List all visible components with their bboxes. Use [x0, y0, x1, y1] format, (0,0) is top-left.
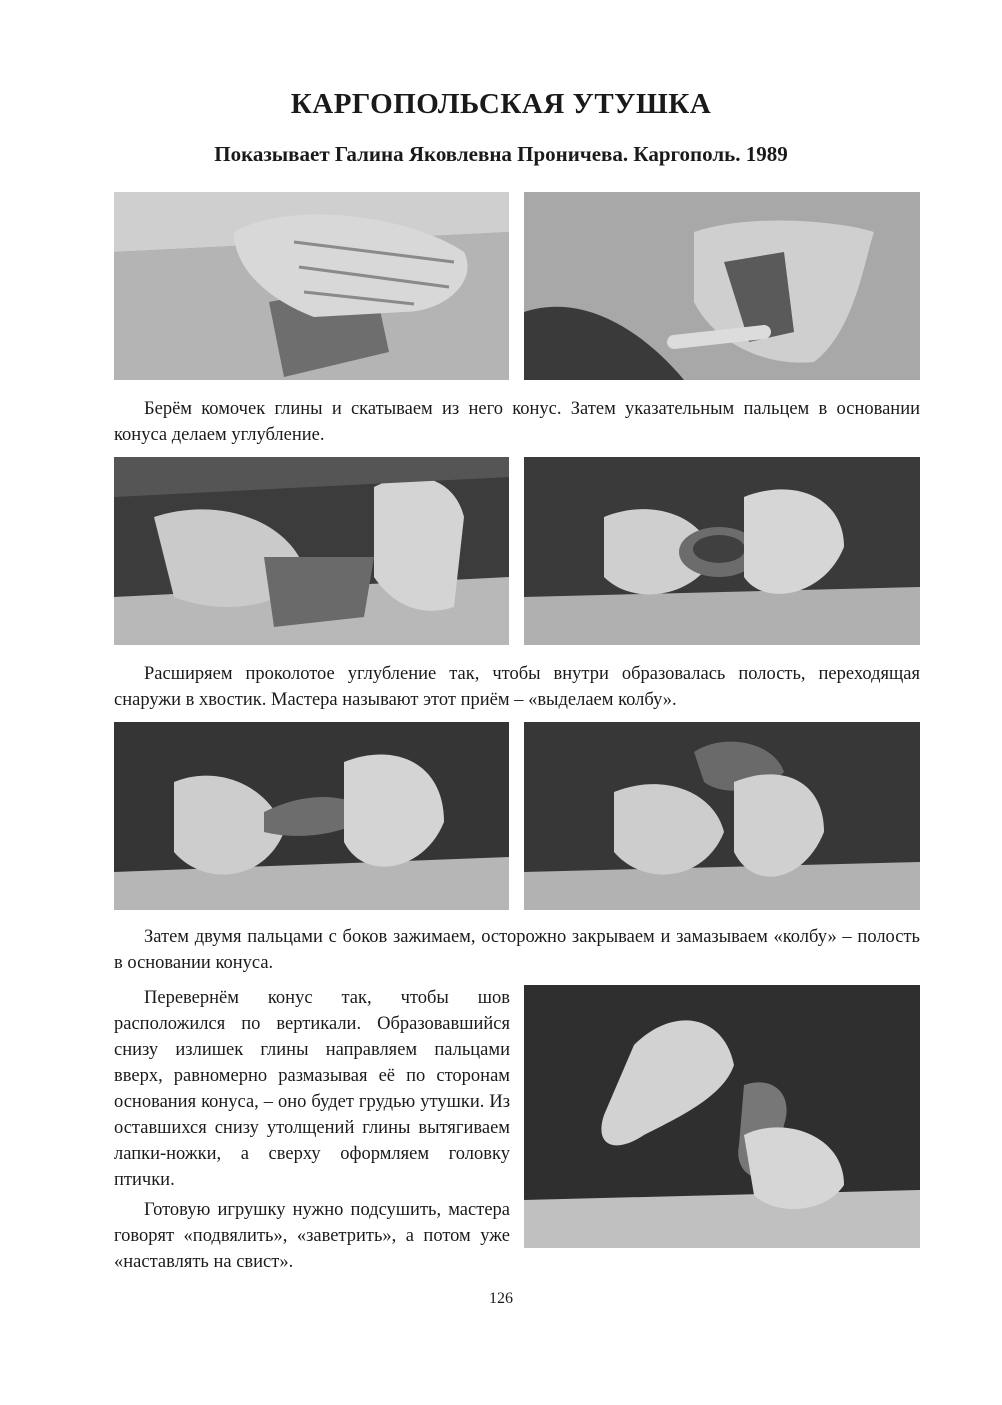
page-number: 126 [489, 1290, 513, 1307]
caption-text: Затем двумя пальцами с боков зажимаем, осторожно закрываем и замазываем «колбу» – полость в основании конуса. [114, 927, 920, 973]
page-title: КАРГОПОЛЬСКАЯ УТУШКА [290, 88, 712, 120]
photo-shaping-head [524, 985, 920, 1248]
photo-rolling-cone [114, 192, 509, 380]
page-subtitle: Показывает Галина Яковлевна Проничева. Каргополь. 1989 [214, 142, 788, 166]
caption-step-1 [114, 396, 920, 448]
caption-text: Готовую игрушку нужно подсушить, мастера говорят «подвялить», «заветрить», а потом уже «наставлять на свист». [114, 1200, 510, 1272]
photo-pinching-sides [114, 722, 509, 910]
photo-widening-hollow [114, 457, 509, 645]
caption-text: Перевернём конус так, чтобы шов расположился по вертикали. Образовавшийся снизу излишек глины направляем пальцами вверх, равномерно размазывая её по сторонам основания конуса, – оно будет грудью утушки. Из оставшихся снизу утолщений глины вытягиваем лапки-ножки, а сверху оформляем головку птички. [114, 988, 510, 1190]
photo-pressing-hollow [524, 192, 920, 380]
caption-step-4 [114, 985, 510, 1275]
caption-text: Берём комочек глины и скатываем из него конус. Затем указательным пальцем в основании конуса делаем углубление. [114, 399, 920, 445]
photo-closing-hollow [524, 722, 920, 910]
caption-step-2 [114, 661, 920, 713]
caption-step-3 [114, 924, 920, 976]
caption-text: Расширяем проколотое углубление так, чтобы внутри образовалась полость, переходящая снаружи в хвостик. Мастера называют этот приём – «выделаем колбу». [114, 664, 920, 710]
photo-holding-hollowed-clay [524, 457, 920, 645]
